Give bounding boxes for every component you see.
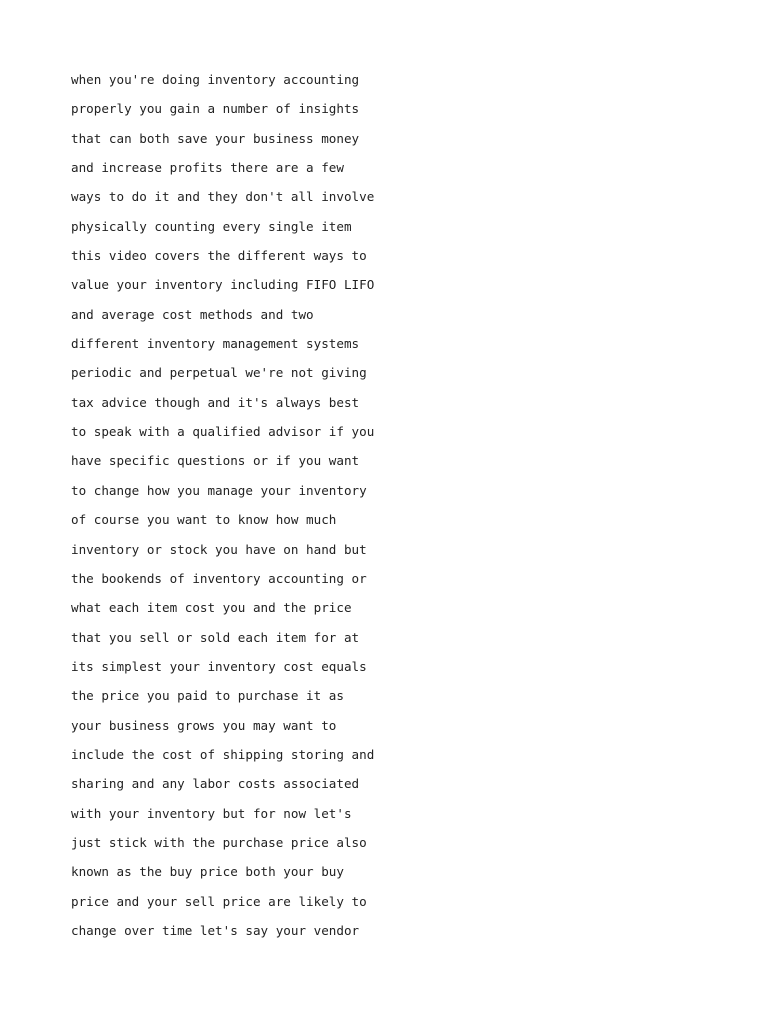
transcript-line: change over time let's say your vendor	[71, 922, 360, 938]
transcript-line: price and your sell price are likely to	[71, 893, 367, 909]
transcript-line: ways to do it and they don't all involve	[71, 189, 375, 205]
transcript-line: include the cost of shipping storing and	[71, 746, 375, 762]
transcript-line: and increase profits there are a few	[71, 160, 344, 176]
transcript-line: sharing and any labor costs associated	[71, 776, 360, 792]
transcript-line: to change how you manage your inventory	[71, 482, 367, 498]
transcript-line: inventory or stock you have on hand but	[71, 541, 367, 557]
transcript-line: the price you paid to purchase it as	[71, 688, 344, 704]
transcript-line: when you're doing inventory accounting	[71, 72, 360, 87]
transcript-line: periodic and perpetual we're not giving	[71, 365, 367, 381]
transcript-line: what each item cost you and the price	[71, 600, 352, 616]
transcript-line: this video covers the different ways to	[71, 248, 367, 264]
transcript-line: your business grows you may want to	[71, 717, 337, 733]
transcript-text	[71, 70, 374, 950]
transcript-line: tax advice though and it's always best	[71, 394, 360, 410]
transcript-line: properly you gain a number of insights	[71, 101, 360, 117]
transcript-line: and average cost methods and two	[71, 306, 314, 322]
transcript-line: just stick with the purchase price also	[71, 834, 367, 850]
transcript-line: its simplest your inventory cost equals	[71, 658, 367, 674]
transcript-line: of course you want to know how much	[71, 512, 337, 528]
transcript-line: the bookends of inventory accounting or	[71, 570, 367, 586]
transcript-line: to speak with a qualified advisor if you	[71, 424, 375, 440]
transcript-line: physically counting every single item	[71, 218, 352, 234]
transcript-line: that you sell or sold each item for at	[71, 629, 360, 645]
transcript-line: value your inventory including FIFO LIFO	[71, 277, 375, 293]
transcript-line: known as the buy price both your buy	[71, 864, 344, 880]
transcript-line: different inventory management systems	[71, 336, 360, 352]
transcript-line: have specific questions or if you want	[71, 453, 360, 469]
transcript-line: that can both save your business money	[71, 130, 360, 146]
transcript-line: with your inventory but for now let's	[71, 805, 352, 821]
